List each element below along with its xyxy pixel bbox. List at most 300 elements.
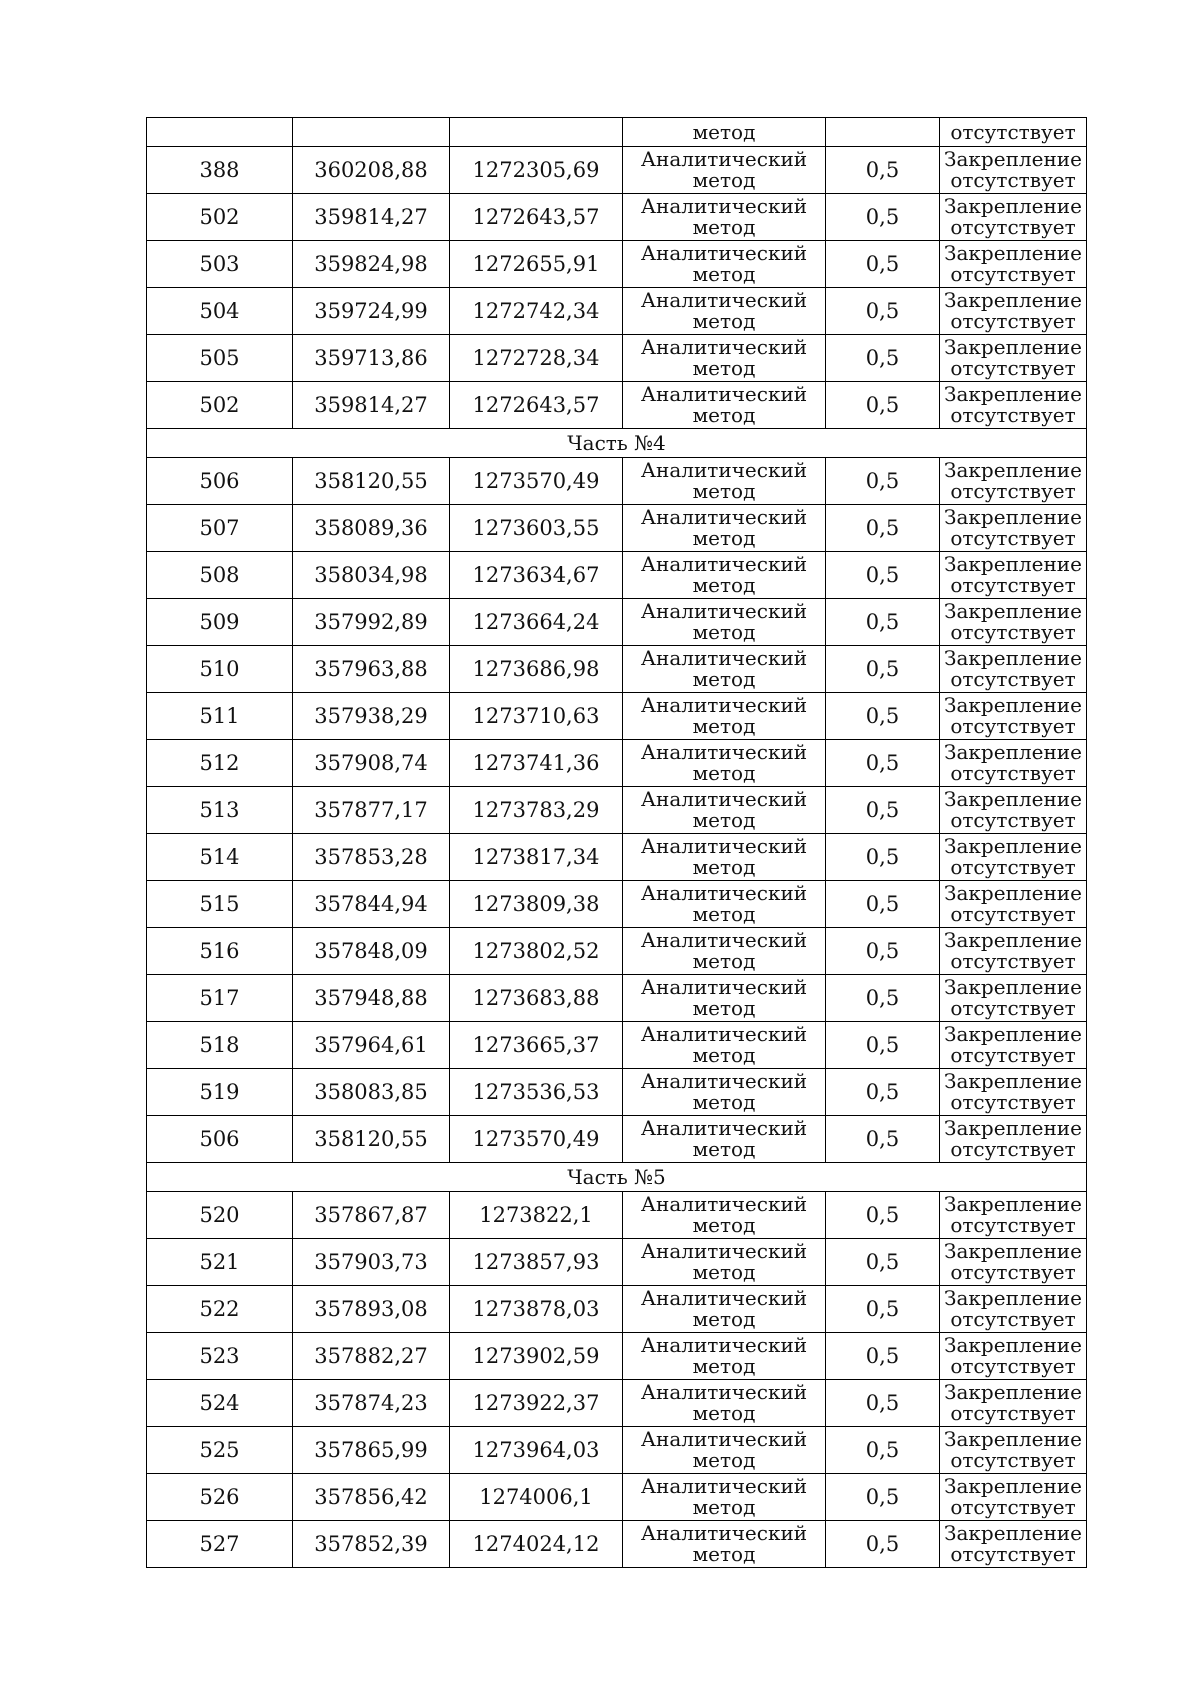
point-number-cell: 524 <box>147 1380 293 1427</box>
method-cell-line: Аналитический <box>640 147 808 171</box>
fixing-cell <box>940 194 1087 241</box>
fixing-cell-line: отсутствует <box>950 1137 1076 1161</box>
y-coordinate-cell <box>450 118 623 147</box>
method-cell-line: Аналитический <box>640 1069 808 1093</box>
method-cell <box>623 1069 826 1116</box>
fixing-cell-line: отсутствует <box>950 667 1076 691</box>
fixing-cell <box>940 458 1087 505</box>
y-coordinate-cell: 1273710,63 <box>450 693 623 740</box>
method-cell <box>623 740 826 787</box>
fixing-cell-line: отсутствует <box>950 1401 1076 1425</box>
x-coordinate-cell: 358120,55 <box>293 458 450 505</box>
method-cell-line: Аналитический <box>640 241 808 265</box>
y-coordinate-cell: 1273741,36 <box>450 740 623 787</box>
x-coordinate-cell: 357874,23 <box>293 1380 450 1427</box>
method-cell-line: Аналитический <box>640 288 808 312</box>
method-cell-line: метод <box>692 1137 756 1161</box>
x-coordinate-cell: 357882,27 <box>293 1333 450 1380</box>
coordinates-table-body <box>147 118 1087 1568</box>
fixing-cell-line: отсутствует <box>950 1354 1076 1378</box>
method-cell-line: метод <box>692 1495 756 1519</box>
table-row <box>147 1427 1087 1474</box>
method-cell-line: метод <box>692 573 756 597</box>
x-coordinate-cell: 357853,28 <box>293 834 450 881</box>
y-coordinate-cell: 1272643,57 <box>450 382 623 429</box>
accuracy-cell: 0,5 <box>826 458 940 505</box>
fixing-cell <box>940 382 1087 429</box>
method-cell <box>623 1521 826 1568</box>
method-cell <box>623 1022 826 1069</box>
section-title: Часть №4 <box>147 429 1087 458</box>
fixing-cell-line: Закрепление <box>944 1116 1082 1140</box>
fixing-cell <box>940 1239 1087 1286</box>
method-cell-line: метод <box>692 667 756 691</box>
fixing-cell-line: Закрепление <box>944 599 1082 623</box>
x-coordinate-cell: 357844,94 <box>293 881 450 928</box>
point-number-cell: 512 <box>147 740 293 787</box>
method-cell <box>623 1239 826 1286</box>
table-row <box>147 1239 1087 1286</box>
fixing-cell <box>940 1521 1087 1568</box>
method-cell-line: метод <box>692 761 756 785</box>
fixing-cell <box>940 881 1087 928</box>
accuracy-cell: 0,5 <box>826 1022 940 1069</box>
fixing-cell-line: отсутствует <box>950 761 1076 785</box>
method-cell-line: метод <box>692 1542 756 1566</box>
fixing-cell-line: Закрепление <box>944 1474 1082 1498</box>
fixing-cell-line: отсутствует <box>950 403 1076 427</box>
method-cell-line: метод <box>692 1213 756 1237</box>
method-cell <box>623 881 826 928</box>
y-coordinate-cell: 1273570,49 <box>450 1116 623 1163</box>
method-cell <box>623 787 826 834</box>
fixing-cell <box>940 834 1087 881</box>
x-coordinate-cell: 357867,87 <box>293 1192 450 1239</box>
method-cell-line: метод <box>692 902 756 926</box>
fixing-cell <box>940 599 1087 646</box>
fixing-cell-line: Закрепление <box>944 382 1082 406</box>
fixing-cell-line: отсутствует <box>950 1090 1076 1114</box>
x-coordinate-cell: 359713,86 <box>293 335 450 382</box>
x-coordinate-cell: 357964,61 <box>293 1022 450 1069</box>
y-coordinate-cell: 1273536,53 <box>450 1069 623 1116</box>
y-coordinate-cell: 1273783,29 <box>450 787 623 834</box>
y-coordinate-cell: 1273603,55 <box>450 505 623 552</box>
method-cell-line: метод <box>692 1307 756 1331</box>
x-coordinate-cell: 358083,85 <box>293 1069 450 1116</box>
fixing-cell <box>940 147 1087 194</box>
fixing-cell-line: отсутствует <box>950 168 1076 192</box>
table-row <box>147 288 1087 335</box>
y-coordinate-cell: 1273570,49 <box>450 458 623 505</box>
fixing-cell-line: отсутствует <box>950 902 1076 926</box>
method-cell-line: метод <box>692 1043 756 1067</box>
method-cell-line: Аналитический <box>640 740 808 764</box>
method-cell-line: метод <box>692 526 756 550</box>
fixing-cell-line: Закрепление <box>944 975 1082 999</box>
x-coordinate-cell: 360208,88 <box>293 147 450 194</box>
fixing-cell <box>940 975 1087 1022</box>
method-cell-line: Аналитический <box>640 787 808 811</box>
fixing-cell-line: отсутствует <box>950 996 1076 1020</box>
method-cell <box>623 194 826 241</box>
method-cell-line: Аналитический <box>640 646 808 670</box>
fixing-cell-line: отсутствует <box>950 479 1076 503</box>
table-row <box>147 881 1087 928</box>
fixing-cell-line: отсутствует <box>950 855 1076 879</box>
fixing-cell-line: отсутствует <box>950 620 1076 644</box>
point-number-cell: 518 <box>147 1022 293 1069</box>
fixing-cell-line: Закрепление <box>944 1192 1082 1216</box>
point-number-cell: 503 <box>147 241 293 288</box>
fixing-cell <box>940 241 1087 288</box>
x-coordinate-cell: 359824,98 <box>293 241 450 288</box>
fixing-cell-line: Закрепление <box>944 787 1082 811</box>
fixing-cell-line: Закрепление <box>944 1022 1082 1046</box>
point-number-cell: 508 <box>147 552 293 599</box>
fixing-cell <box>940 928 1087 975</box>
point-number-cell: 513 <box>147 787 293 834</box>
x-coordinate-cell: 357893,08 <box>293 1286 450 1333</box>
method-cell-line: метод <box>692 996 756 1020</box>
table-row <box>147 382 1087 429</box>
fixing-cell-line: Закрепление <box>944 1427 1082 1451</box>
method-cell-line: Аналитический <box>640 1239 808 1263</box>
accuracy-cell: 0,5 <box>826 241 940 288</box>
fixing-cell-line: отсутствует <box>950 1307 1076 1331</box>
method-cell-line: Аналитический <box>640 975 808 999</box>
y-coordinate-cell: 1274024,12 <box>450 1521 623 1568</box>
y-coordinate-cell: 1273683,88 <box>450 975 623 1022</box>
y-coordinate-cell: 1274006,1 <box>450 1474 623 1521</box>
fixing-cell-line: отсутствует <box>950 215 1076 239</box>
fixing-cell <box>940 1427 1087 1474</box>
fixing-cell-line: отсутствует <box>950 808 1076 832</box>
fixing-cell-line: Закрепление <box>944 740 1082 764</box>
x-coordinate-cell: 357848,09 <box>293 928 450 975</box>
table-row-continued <box>147 118 1087 147</box>
method-cell <box>623 335 826 382</box>
fixing-cell-line: Закрепление <box>944 1286 1082 1310</box>
fixing-cell <box>940 505 1087 552</box>
method-cell-line: Аналитический <box>640 881 808 905</box>
x-coordinate-cell: 357992,89 <box>293 599 450 646</box>
accuracy-cell: 0,5 <box>826 382 940 429</box>
method-cell-line: метод <box>692 855 756 879</box>
fixing-cell-line: Закрепление <box>944 147 1082 171</box>
fixing-cell <box>940 787 1087 834</box>
y-coordinate-cell: 1272305,69 <box>450 147 623 194</box>
accuracy-cell: 0,5 <box>826 1474 940 1521</box>
accuracy-cell: 0,5 <box>826 693 940 740</box>
fixing-cell <box>940 693 1087 740</box>
x-coordinate-cell: 357938,29 <box>293 693 450 740</box>
y-coordinate-cell: 1273822,1 <box>450 1192 623 1239</box>
fixing-cell-line: отсутствует <box>950 1495 1076 1519</box>
method-cell <box>623 288 826 335</box>
fixing-cell <box>940 740 1087 787</box>
table-row <box>147 928 1087 975</box>
accuracy-cell: 0,5 <box>826 787 940 834</box>
accuracy-cell: 0,5 <box>826 740 940 787</box>
table-row <box>147 599 1087 646</box>
fixing-cell <box>940 1022 1087 1069</box>
fixing-cell-line: Закрепление <box>944 1239 1082 1263</box>
table-row <box>147 1022 1087 1069</box>
method-cell <box>623 1116 826 1163</box>
fixing-cell-line: Закрепление <box>944 646 1082 670</box>
table-row <box>147 1521 1087 1568</box>
point-number-cell: 515 <box>147 881 293 928</box>
fixing-cell-line: Закрепление <box>944 881 1082 905</box>
fixing-cell <box>940 335 1087 382</box>
accuracy-cell: 0,5 <box>826 1239 940 1286</box>
x-coordinate-cell <box>293 118 450 147</box>
method-cell <box>623 646 826 693</box>
method-cell-line: метод <box>692 262 756 286</box>
fixing-cell-line: отсутствует <box>950 1213 1076 1237</box>
method-cell-line: метод <box>692 403 756 427</box>
fixing-cell <box>940 1192 1087 1239</box>
x-coordinate-cell: 357856,42 <box>293 1474 450 1521</box>
table-row <box>147 834 1087 881</box>
method-cell <box>623 693 826 740</box>
fixing-cell-line: отсутствует <box>950 356 1076 380</box>
y-coordinate-cell: 1273922,37 <box>450 1380 623 1427</box>
x-coordinate-cell: 357877,17 <box>293 787 450 834</box>
fixing-cell-line: Закрепление <box>944 693 1082 717</box>
accuracy-cell: 0,5 <box>826 1069 940 1116</box>
point-number-cell: 388 <box>147 147 293 194</box>
accuracy-cell: 0,5 <box>826 599 940 646</box>
method-cell <box>623 458 826 505</box>
method-cell-line: метод <box>692 1354 756 1378</box>
point-number-cell: 504 <box>147 288 293 335</box>
accuracy-cell: 0,5 <box>826 1427 940 1474</box>
method-cell-line: Аналитический <box>640 1521 808 1545</box>
method-cell-line: метод <box>692 215 756 239</box>
method-cell-line: Аналитический <box>640 552 808 576</box>
table-row <box>147 740 1087 787</box>
table-row <box>147 693 1087 740</box>
y-coordinate-cell: 1272643,57 <box>450 194 623 241</box>
fixing-cell-line: Закрепление <box>944 1380 1082 1404</box>
method-cell-line: метод <box>692 168 756 192</box>
method-cell-line: метод <box>692 1401 756 1425</box>
point-number-cell: 507 <box>147 505 293 552</box>
fixing-cell <box>940 1286 1087 1333</box>
point-number-cell: 516 <box>147 928 293 975</box>
y-coordinate-cell: 1272655,91 <box>450 241 623 288</box>
method-cell-line: метод <box>692 309 756 333</box>
accuracy-cell <box>826 118 940 147</box>
fixing-cell-line: отсутствует <box>950 262 1076 286</box>
fixing-cell-line: отсутствует <box>950 309 1076 333</box>
method-cell <box>623 382 826 429</box>
accuracy-cell: 0,5 <box>826 975 940 1022</box>
table-row <box>147 335 1087 382</box>
table-row <box>147 458 1087 505</box>
point-number-cell: 502 <box>147 382 293 429</box>
method-cell-line: метод <box>692 479 756 503</box>
x-coordinate-cell: 358034,98 <box>293 552 450 599</box>
method-cell-line: метод <box>692 714 756 738</box>
fixing-cell-line: Закрепление <box>944 1333 1082 1357</box>
point-number-cell: 517 <box>147 975 293 1022</box>
coordinates-table <box>146 117 1087 1568</box>
method-cell-line: Аналитический <box>640 1427 808 1451</box>
method-cell <box>623 241 826 288</box>
fixing-cell-line: Закрепление <box>944 834 1082 858</box>
fixing-cell-line: Закрепление <box>944 1521 1082 1545</box>
method-cell: метод <box>623 118 826 147</box>
x-coordinate-cell: 359814,27 <box>293 382 450 429</box>
fixing-cell-line: Закрепление <box>944 458 1082 482</box>
x-coordinate-cell: 358089,36 <box>293 505 450 552</box>
method-cell-line: Аналитический <box>640 458 808 482</box>
x-coordinate-cell: 359724,99 <box>293 288 450 335</box>
table-row <box>147 147 1087 194</box>
accuracy-cell: 0,5 <box>826 194 940 241</box>
point-number-cell: 523 <box>147 1333 293 1380</box>
point-number-cell: 505 <box>147 335 293 382</box>
y-coordinate-cell: 1273686,98 <box>450 646 623 693</box>
method-cell-line: Аналитический <box>640 194 808 218</box>
x-coordinate-cell: 357903,73 <box>293 1239 450 1286</box>
x-coordinate-cell: 357963,88 <box>293 646 450 693</box>
method-cell <box>623 1333 826 1380</box>
method-cell <box>623 1427 826 1474</box>
fixing-cell-line: отсутствует <box>950 949 1076 973</box>
method-cell-line: Аналитический <box>640 928 808 952</box>
method-cell <box>623 1474 826 1521</box>
method-cell-line: метод <box>692 1090 756 1114</box>
table-row <box>147 241 1087 288</box>
point-number-cell: 510 <box>147 646 293 693</box>
fixing-cell-line: Закрепление <box>944 335 1082 359</box>
accuracy-cell: 0,5 <box>826 1192 940 1239</box>
method-cell <box>623 1380 826 1427</box>
method-cell-line: Аналитический <box>640 1286 808 1310</box>
method-cell-line: Аналитический <box>640 834 808 858</box>
fixing-cell <box>940 1116 1087 1163</box>
accuracy-cell: 0,5 <box>826 928 940 975</box>
accuracy-cell: 0,5 <box>826 1286 940 1333</box>
point-number-cell: 506 <box>147 1116 293 1163</box>
point-number-cell: 509 <box>147 599 293 646</box>
table-row <box>147 646 1087 693</box>
table-row <box>147 194 1087 241</box>
fixing-cell <box>940 1380 1087 1427</box>
method-cell-line: метод <box>692 620 756 644</box>
method-cell-line: Аналитический <box>640 505 808 529</box>
method-cell-line: метод <box>692 356 756 380</box>
y-coordinate-cell: 1273878,03 <box>450 1286 623 1333</box>
y-coordinate-cell: 1273634,67 <box>450 552 623 599</box>
method-cell-line: метод <box>692 1448 756 1472</box>
method-cell-line: метод <box>692 1260 756 1284</box>
fixing-cell: отсутствует <box>940 118 1087 147</box>
x-coordinate-cell: 359814,27 <box>293 194 450 241</box>
y-coordinate-cell: 1273809,38 <box>450 881 623 928</box>
fixing-cell-line: отсутствует <box>950 1043 1076 1067</box>
method-cell-line: Аналитический <box>640 1116 808 1140</box>
point-cell <box>147 118 293 147</box>
fixing-cell <box>940 1069 1087 1116</box>
table-row <box>147 1116 1087 1163</box>
accuracy-cell: 0,5 <box>826 288 940 335</box>
x-coordinate-cell: 357908,74 <box>293 740 450 787</box>
accuracy-cell: 0,5 <box>826 1521 940 1568</box>
section-header-row <box>147 1163 1087 1192</box>
table-row <box>147 1192 1087 1239</box>
table-row <box>147 975 1087 1022</box>
fixing-cell <box>940 288 1087 335</box>
y-coordinate-cell: 1273664,24 <box>450 599 623 646</box>
point-number-cell: 520 <box>147 1192 293 1239</box>
table-row <box>147 1286 1087 1333</box>
table-row <box>147 1380 1087 1427</box>
fixing-cell-line: Закрепление <box>944 505 1082 529</box>
accuracy-cell: 0,5 <box>826 1116 940 1163</box>
accuracy-cell: 0,5 <box>826 552 940 599</box>
point-number-cell: 522 <box>147 1286 293 1333</box>
table-row <box>147 552 1087 599</box>
method-cell <box>623 147 826 194</box>
y-coordinate-cell: 1273817,34 <box>450 834 623 881</box>
fixing-cell-line: Закрепление <box>944 552 1082 576</box>
method-cell <box>623 1286 826 1333</box>
accuracy-cell: 0,5 <box>826 505 940 552</box>
method-cell <box>623 1192 826 1239</box>
fixing-cell-line: отсутствует <box>950 573 1076 597</box>
y-coordinate-cell: 1273665,37 <box>450 1022 623 1069</box>
fixing-cell-line: Закрепление <box>944 194 1082 218</box>
method-cell-line: Аналитический <box>640 1022 808 1046</box>
method-cell <box>623 599 826 646</box>
fixing-cell <box>940 1474 1087 1521</box>
method-cell <box>623 928 826 975</box>
method-cell-line: Аналитический <box>640 1192 808 1216</box>
point-number-cell: 526 <box>147 1474 293 1521</box>
method-cell-line: метод <box>692 808 756 832</box>
fixing-cell-line: Закрепление <box>944 1069 1082 1093</box>
fixing-cell-line: отсутствует <box>950 714 1076 738</box>
y-coordinate-cell: 1273964,03 <box>450 1427 623 1474</box>
method-cell-line: Аналитический <box>640 1380 808 1404</box>
fixing-cell-line: Закрепление <box>944 928 1082 952</box>
accuracy-cell: 0,5 <box>826 834 940 881</box>
method-cell-line: Аналитический <box>640 335 808 359</box>
fixing-cell-line: Закрепление <box>944 241 1082 265</box>
fixing-cell-line: отсутствует <box>950 1448 1076 1472</box>
fixing-cell <box>940 552 1087 599</box>
point-number-cell: 525 <box>147 1427 293 1474</box>
accuracy-cell: 0,5 <box>826 1380 940 1427</box>
fixing-cell-line: отсутствует <box>950 526 1076 550</box>
x-coordinate-cell: 357852,39 <box>293 1521 450 1568</box>
point-number-cell: 506 <box>147 458 293 505</box>
fixing-cell-line: отсутствует <box>950 1542 1076 1566</box>
method-cell-line: метод <box>692 949 756 973</box>
method-cell <box>623 975 826 1022</box>
accuracy-cell: 0,5 <box>826 881 940 928</box>
method-cell-line: Аналитический <box>640 599 808 623</box>
accuracy-cell: 0,5 <box>826 335 940 382</box>
accuracy-cell: 0,5 <box>826 1333 940 1380</box>
y-coordinate-cell: 1273857,93 <box>450 1239 623 1286</box>
method-cell <box>623 552 826 599</box>
